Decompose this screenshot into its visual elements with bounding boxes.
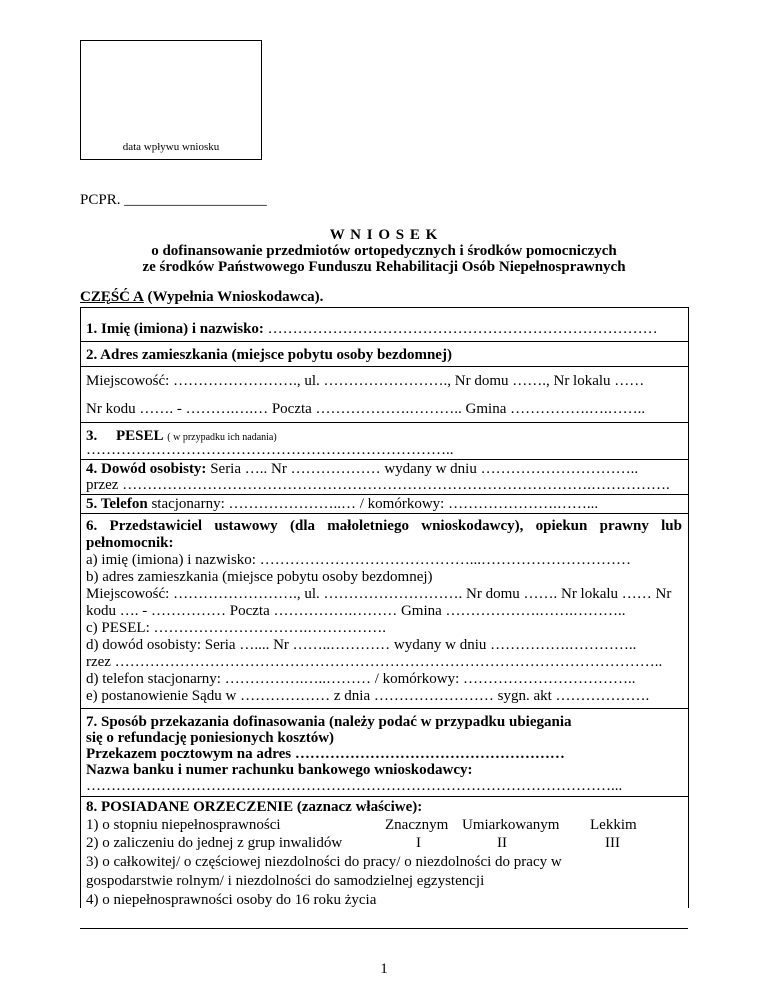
section-6-title-2: pełnomocnik: xyxy=(86,535,174,551)
row-divider xyxy=(80,708,688,709)
row-divider xyxy=(80,513,688,514)
section-6-pesel: c) PESEL: ………………………….……………. xyxy=(86,620,386,636)
section-6-address-label: b) adres zamieszkania (miejsce pobytu osoby bezdomnej) xyxy=(86,569,433,585)
part-a-note: (Wypełnia Wnioskodawca). xyxy=(147,289,324,305)
section-4-line-2: przez ………………………………………………………………………………….……………. xyxy=(86,477,670,493)
section-5-phone xyxy=(86,495,598,513)
section-5-fields: stacjonarny: …………………..… / komórkowy: ………………….……... xyxy=(151,496,599,512)
footer-rule xyxy=(80,928,688,929)
section-6-id-card: d) dowód osobisty: Seria ….... Nr ……..………… wydany w dniu …………….………….. xyxy=(86,637,637,653)
part-a-label: CZĘŚĆ A xyxy=(80,289,144,305)
section-8-item-3b: gospodarstwie rolnym/ i niezdolności do samodzielnej egzystencji xyxy=(86,873,485,889)
form-subtitle-2: ze środków Państwowego Funduszu Rehabilitacji Osób Niepełnosprawnych xyxy=(142,259,626,275)
section-1-name xyxy=(86,320,658,338)
row-divider xyxy=(80,341,688,342)
row-divider xyxy=(80,422,688,423)
pcpr-field: PCPR. ___________________ xyxy=(80,192,267,208)
option-lekkim: Lekkim xyxy=(590,817,637,833)
option-umiarkowanym: Umiarkowanym xyxy=(462,817,560,833)
section-2-title: 2. Adres zamieszkania (miejsce pobytu osoby bezdomnej) xyxy=(86,347,452,363)
option-group-3: III xyxy=(605,835,620,851)
table-border-right xyxy=(688,842,689,908)
section-1-label: 1. Imię (imiona) i nazwisko: xyxy=(86,321,264,337)
section-8-item-1: 1) o stopniu niepełnosprawności xyxy=(86,817,281,833)
form-subtitle-1: o dofinansowanie przedmiotów ortopedycznych i środków pomocniczych xyxy=(151,243,617,259)
page-number: 1 xyxy=(380,961,388,977)
table-border-top xyxy=(80,307,688,308)
section-6-issued-by: rzez ……………………………………………………………………………………………….. xyxy=(86,654,663,670)
option-group-1: I xyxy=(416,835,421,851)
section-4-label: 4. Dowód osobisty: xyxy=(86,461,207,477)
section-1-dots: …………………………………………………………………… xyxy=(267,321,658,337)
part-a-heading xyxy=(80,288,323,306)
option-znacznym: Znacznym xyxy=(385,817,449,833)
section-6-phone: d) telefon stacjonarny: …………….…..……… / komórkowy: …………………………….. xyxy=(86,671,636,687)
form-title: W N I O S E K xyxy=(329,227,439,243)
section-3-note: ( w przypadku ich nadania) xyxy=(167,432,277,443)
section-7-postal-order: Przekazem pocztowym na adres ……………………………………………… xyxy=(86,746,565,762)
section-6-address-1: Miejscowość: ……………………., ul. ………………………. Nr domu ……. Nr lokalu …… Nr xyxy=(86,586,672,602)
row-divider xyxy=(80,366,688,367)
date-received-caption: data wpływu wniosku xyxy=(122,141,220,153)
table-border-left xyxy=(80,842,81,908)
section-8-item-4: 4) o niepełnosprawności osoby do 16 roku życia xyxy=(86,892,377,908)
section-4-fields: Seria ….. Nr ……………… wydany w dniu ………………………….. xyxy=(210,461,639,477)
section-5-label: 5. Telefon xyxy=(86,496,148,512)
section-7-bank-dots: ……………………………………………………………………………………………... xyxy=(86,778,623,794)
section-8-title: 8. POSIADANE ORZECZENIE (zaznacz właściwe): xyxy=(86,799,423,815)
section-3-dots: ……………………………………………………………….. xyxy=(86,442,454,458)
table-border-right xyxy=(688,307,689,842)
option-group-2: II xyxy=(497,835,507,851)
section-3-label: 3. PESEL xyxy=(86,428,164,444)
section-6-address-2: kodu …. - …………… Poczta …………….……… Gmina ……………….…….……….. xyxy=(86,603,626,619)
section-7-title-1: 7. Sposób przekazania dofinasowania (należy podać w przypadku ubiegania xyxy=(86,714,572,730)
table-border-left xyxy=(80,307,81,842)
section-8-item-3a: 3) o całkowitej/ o częściowej niezdolności do pracy/ o niezdolności do pracy w xyxy=(86,854,562,870)
section-7-bank-label: Nazwa banku i numer rachunku bankowego wnioskodawcy: xyxy=(86,762,473,778)
section-6-name: a) imię (imiona) i nazwisko: ……………………………………...………………………… xyxy=(86,552,631,568)
row-divider xyxy=(80,796,688,797)
date-received-box xyxy=(80,40,262,160)
section-2-line-2: Nr kodu ……. - ……….….… Poczta ……………….……….. Gmina …………….….…….. xyxy=(86,401,646,417)
section-7-title-2: się o refundację poniesionych kosztów) xyxy=(86,730,335,746)
section-6-title-1: 6. Przedstawiciel ustawowy (dla małoletniego wnioskodawcy), opiekun prawny lub xyxy=(86,518,682,534)
section-6-court-decision: e) postanowienie Sądu w ……………… z dnia …………………… sygn. akt ………………. xyxy=(86,688,650,704)
section-8-item-2: 2) o zaliczeniu do jednej z grup inwalidów xyxy=(86,835,343,851)
section-2-line-1: Miejscowość: ……………………., ul. ……………………., Nr domu ……., Nr lokalu …… xyxy=(86,373,645,389)
